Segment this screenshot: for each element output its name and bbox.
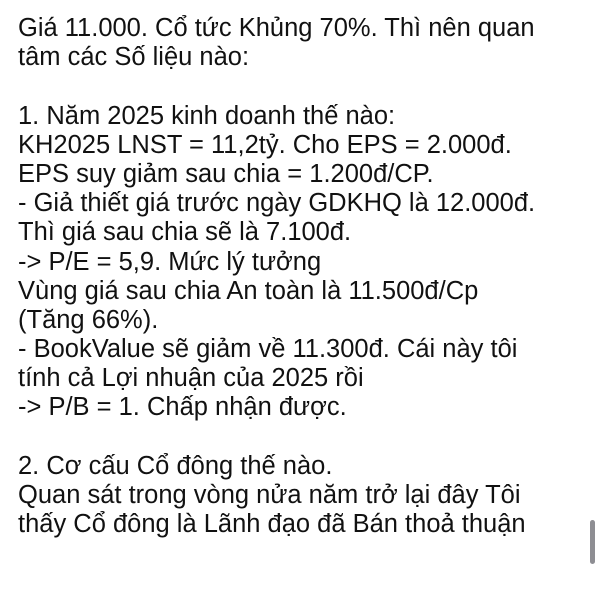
post-line: Giá 11.000. Cổ tức Khủng 70%. Thì nên quan	[18, 14, 535, 42]
post-line: Thì giá sau chia sẽ là 7.100đ.	[18, 218, 352, 247]
section-heading: 1. Năm 2025 kinh doanh thế nào:	[18, 101, 396, 130]
post-line: Vùng giá sau chia An toàn là 11.500đ/Cp	[18, 276, 479, 305]
post-line: tính cả Lợi nhuận của 2025 rồi	[18, 364, 364, 393]
post-line: -> P/E = 5,9. Mức lý tưởng	[18, 247, 322, 276]
post-line: - Giả thiết giá trước ngày GDKHQ là 12.000đ.	[18, 189, 536, 218]
scrollbar[interactable]	[590, 520, 595, 564]
blank-line	[18, 423, 586, 452]
post-line: tâm các Số liệu nào:	[18, 43, 250, 72]
post-body	[18, 14, 586, 539]
post-line: -> P/B = 1. Chấp nhận được.	[18, 393, 347, 422]
post-line: Quan sát trong vòng nửa năm trở lại đây Tôi	[18, 481, 521, 509]
post-line: - BookValue sẽ giảm về 11.300đ. Cái này tôi	[18, 335, 518, 364]
post-line: KH2025 LNST = 11,2tỷ. Cho EPS = 2.000đ.	[18, 130, 512, 159]
post-line: thấy Cổ đông là Lãnh đạo đã Bán thoả thuận	[18, 510, 526, 539]
post-line: (Tăng 66%).	[18, 305, 159, 334]
section-heading: 2. Cơ cấu Cổ đông thế nào.	[18, 451, 333, 480]
blank-line	[18, 72, 586, 101]
post-line: EPS suy giảm sau chia = 1.200đ/CP.	[18, 159, 434, 188]
